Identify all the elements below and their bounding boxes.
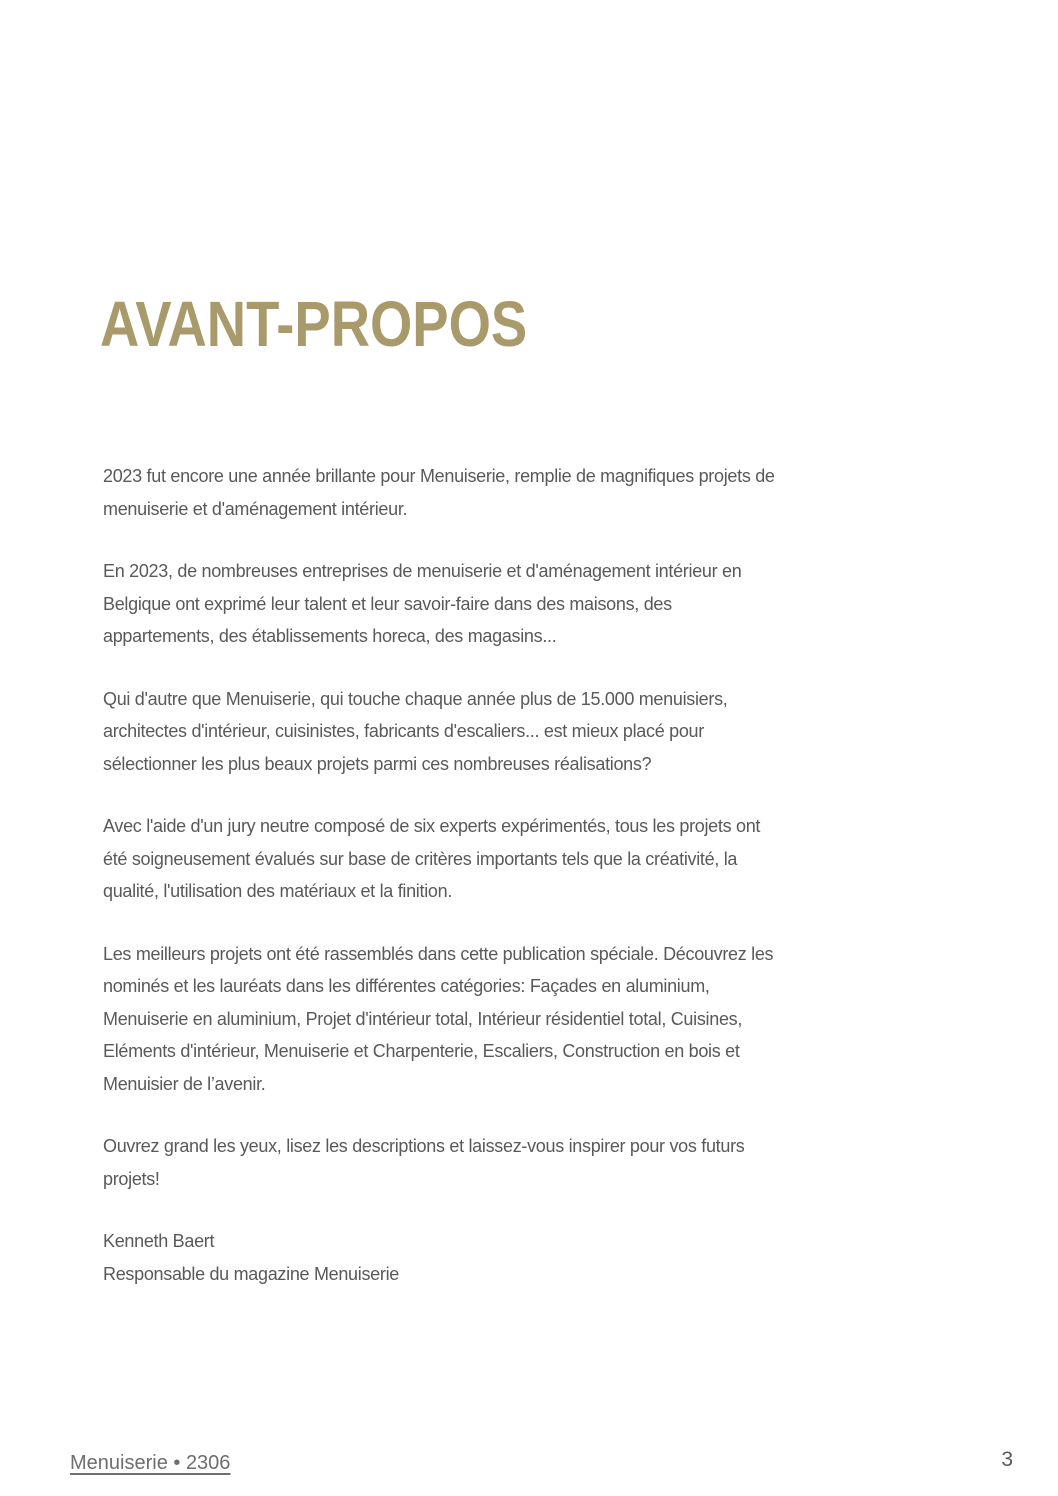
paragraph: Avec l'aide d'un jury neutre composé de six experts expérimentés, tous les projets ont été soigneusement évalués sur base de critères importants tels que la créativité, la qualité, l'utilisation des matériaux et la finition. <box>103 816 761 901</box>
body-text-column <box>103 460 783 1290</box>
page-title: AVANT-PROPOS <box>100 288 528 360</box>
paragraph: Qui d'autre que Menuiserie, qui touche chaque année plus de 15.000 menuisiers, architectes d'intérieur, cuisinistes, fabricants d'escaliers... est mieux placé pour sélectionner les plus beaux projets parmi ces nombreuses réalisations? <box>103 688 728 774</box>
paragraph: Les meilleurs projets ont été rassemblés dans cette publication spéciale. Découvrez les nominés et les lauréats dans les différentes catégories: Façades en aluminium, Menuiserie en aluminium, Projet d'intérieur total, Intérieur résidentiel total, Cuisines, Eléments d'intérieur, Menuiserie et Charpenterie, Escaliers, Construction en bois et Menuisier de l’avenir. <box>103 943 774 1094</box>
paragraph: Ouvrez grand les yeux, lisez les descriptions et laissez-vous inspirer pour vos futurs projets! <box>103 1136 745 1189</box>
footer-journal-link[interactable]: Menuiserie • 2306 <box>70 1452 231 1474</box>
paragraph: 2023 fut encore une année brillante pour Menuiserie, remplie de magnifiques projets de menuiserie et d'aménagement intérieur. <box>103 466 775 519</box>
signature-role: Responsable du magazine Menuiserie <box>103 1263 399 1284</box>
paragraph: En 2023, de nombreuses entreprises de menuiserie et d'aménagement intérieur en Belgique ont exprimé leur talent et leur savoir-faire dans des maisons, des appartements, des établissements horeca, des magasins... <box>103 561 742 646</box>
signature-name: Kenneth Baert <box>103 1231 215 1251</box>
signature-block <box>103 1225 783 1290</box>
page-number: 3 <box>1001 1448 1013 1471</box>
